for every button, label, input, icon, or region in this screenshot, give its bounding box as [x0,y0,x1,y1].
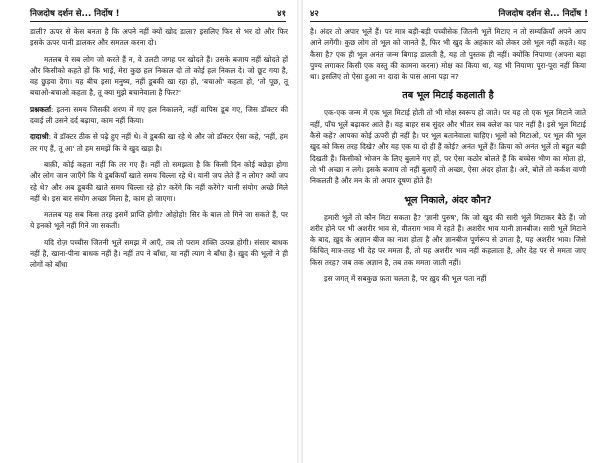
left-header-title: निजदोष दर्शन से... निर्दोष ! [30,9,120,19]
right-header-title: निजदोष दर्शन से... निर्दोष ! [498,9,588,19]
questioner-label: प्रश्नकर्ता [30,104,51,114]
right-header-rule [310,21,588,22]
right-paragraph-4: इस जगत् में सबकुछ फ़ता चलता है, पर ख़ुद की भूल पता नहीं [324,274,487,284]
dadashri-label: दादाश्री [30,132,49,142]
right-paragraph-3: हमारी भूलें तो कौन मिटा सकता है? 'ज्ञानी पुरुष', कि जो खुद की सारी भूलें मिटाकर बैठे हैं। जो शरीर होने पर भी अशरीर भाव से, वीतराग भाव में रहते हैं। अशरीर भाव यानी ज्ञानबीज। सारी भूलें मिटाने के बाद, ख़ुद के अज्ञान बीज का नाश होता है और ज्ञानबीज पूर्णरूप से उगता है, यह अशरीर भाव। जिसे किंचित् मात्र-तरह भी देह पर ममता हैं, तो यह अशरीर भाव नहीं कहलाता है, और देह पर से ममता जाए किस तरह? जब तक अज्ञान है, तब तक ममता जाती नहीं। [310,212,586,267]
answer-text: : वे डॉक्टर ठीक से पढ़े हुए नहीं थे। वे डूबकी खा रहे थे और जो डॉक्टर ऐसा कहे, 'नहीं, हम तर गए हैं, तू आ' तो हम समझें कि ये खुद खड़ा है। [30,132,288,153]
left-paragraph-1: डाली? ऊपर से केस बनता है कि अपने नहीं क्यों खोद डाला? इसलिए फिर से भर दो और फिर इसके ऊपर पानी डालकर और समतल करना दो। [30,27,288,48]
section-heading-2: भूल निकाले, अंदर कौन? [404,194,492,206]
left-header-rule [30,21,286,22]
right-paragraph-1: है। अंदर तो अपार भूलें हैं। पर मात्र बड़ी-बड़ी पच्चीसेक जितनी भूलें मिटाए न तो सम्यक्रियाँ अपने आप आने लगेंगी। कुछ लोग तो भूल को जानते हैं, फिर भी खुद के अहंकार को लेकर उसे भूल नहीं कहते। यह कैसा है? एक ही भूल अनंत जन्म बिगाड़ डालती है, यह तो पुस्तक ही नहीं। क्योंकि निपाणा (अपना बहा पुण्य लगाकर किसी एक वस्तु की कामना करना) मोक्ष का किया था, यह भी नियाणा पूरा-पूरा नहीं किया था। इसलिए तो ऐसा हुआ न! दादा के पास आना पड़ा न? [310,27,586,82]
question-paragraph [30,104,288,127]
left-paragraph-2: मतलब ये सब लोग जो करते हैं न, वे उलटी जगह पर खोदते हैं। उसके बजाय नहीं खोदते हों और किसीको कहते हों कि भाई, मेरा कुछ हल निकाल दो तो कोई हल निकल दे। जो छूट गया है, वह छुड़वा देगा। यह बीच इसा मनुष्य, नहीं डूबकी खा रहा हो, 'बचाओ' कहता हो, 'तो पूछ, तू बचाओ-बचाओ कहता है, तू क्या मुझे बचानेवाला है फिर?' [30,54,288,98]
left-page-number: ४१ [277,9,286,19]
answer-paragraph [30,131,288,154]
left-paragraph-3: बाक़ी, कोई कहता नहीं कि तर गए हैं। नहीं तो समझता है कि किसी दिन कोई बछेड़ा होगा और लोग जान जाएँगे कि ये डूबकियाँ खाते समय चिल्ला रहे थे। यानी जप लेते हैं न लोग? क्यों जप रहे थे? और अब डूबकी खाते समय चिल्ला रहे हो? करेंगे कि नहीं करेंगे? यानी संयोग अच्छे मिले नहीं थे। इस बार संयोग अच्छा मिला है, काम हो जाएगा। [30,159,288,203]
left-paragraph-4: मतलब यह सब किस तरह इसमें प्राप्ति होगी? ओहोहो! सिर के बाल तो गिने जा सकते हैं, पर ये इनको भूलें नहीं गिने जा सकतीं। [30,210,288,231]
left-running-header [30,8,286,19]
question-text: : इतना समय जिसकी शरण में गए हल निकालने, नहीं वापिस डूब गए, जिस डॉक्टर की दवाई ली उसने दर्द बढ़ाया, काम नहीं किया। [30,104,288,126]
left-page [0,0,298,463]
right-paragraph-2: एक-एक जन्म में एक भूल मिटाई होती तो भी मोक्ष स्वरूप हो जाते। पर यह तो एक भूल मिटाने जाते नहीं, पाँच भूलें बढ़ाकर आते हैं। यह बाहर सब सुंदर और भीतर सब क्लेश का पार नहीं है। इसे भूल मिटाई कैसे कहें? आपका कोई ऊपरी ही नहीं है। पर भूल बतानेवाला चाहिए। भूलों को मिटाओ, पर भूल की भूल खुद को किस तरह दिखे? और यह एक या दो ही हैं कोई? अनंत भूलें हैं! क्रिया को अनंत भूलें तो बहुत बड़ी दिखती हैं। किसीको भोजन के लिए बुलाने गए हों, पर ऐसा कठोर बोलते हैं कि बच्चेस भीण का मोता हो, तो भी अच्छा न लगे। इसके बजाय तो नहीं बुलाएँ तो अच्छा, ऐसा अंदर होता है। अरे, बोलें तो कर्कश वाणी निकलती है और मन के तो अपार दूषण होते हैं! [310,108,586,186]
right-page [302,0,600,463]
right-page-number: ४२ [310,9,319,19]
left-paragraph-5: यदि रोज़ पच्चीस जितनी भूलें समझ में आएँ, तब तो पराम शक्ति उत्पन्न होगी। संसार बाधक नहीं है, खाना-पीना बाधक नहीं है। नहीं तप ने बाँधा, या नहीं त्याग ने बाँधा है। ख़ुद की भूलों ने ही लोगों को बाँधा [30,237,288,270]
right-running-header [310,8,588,19]
section-heading-1: तब भूल मिटाई कहलाती है [402,90,494,102]
